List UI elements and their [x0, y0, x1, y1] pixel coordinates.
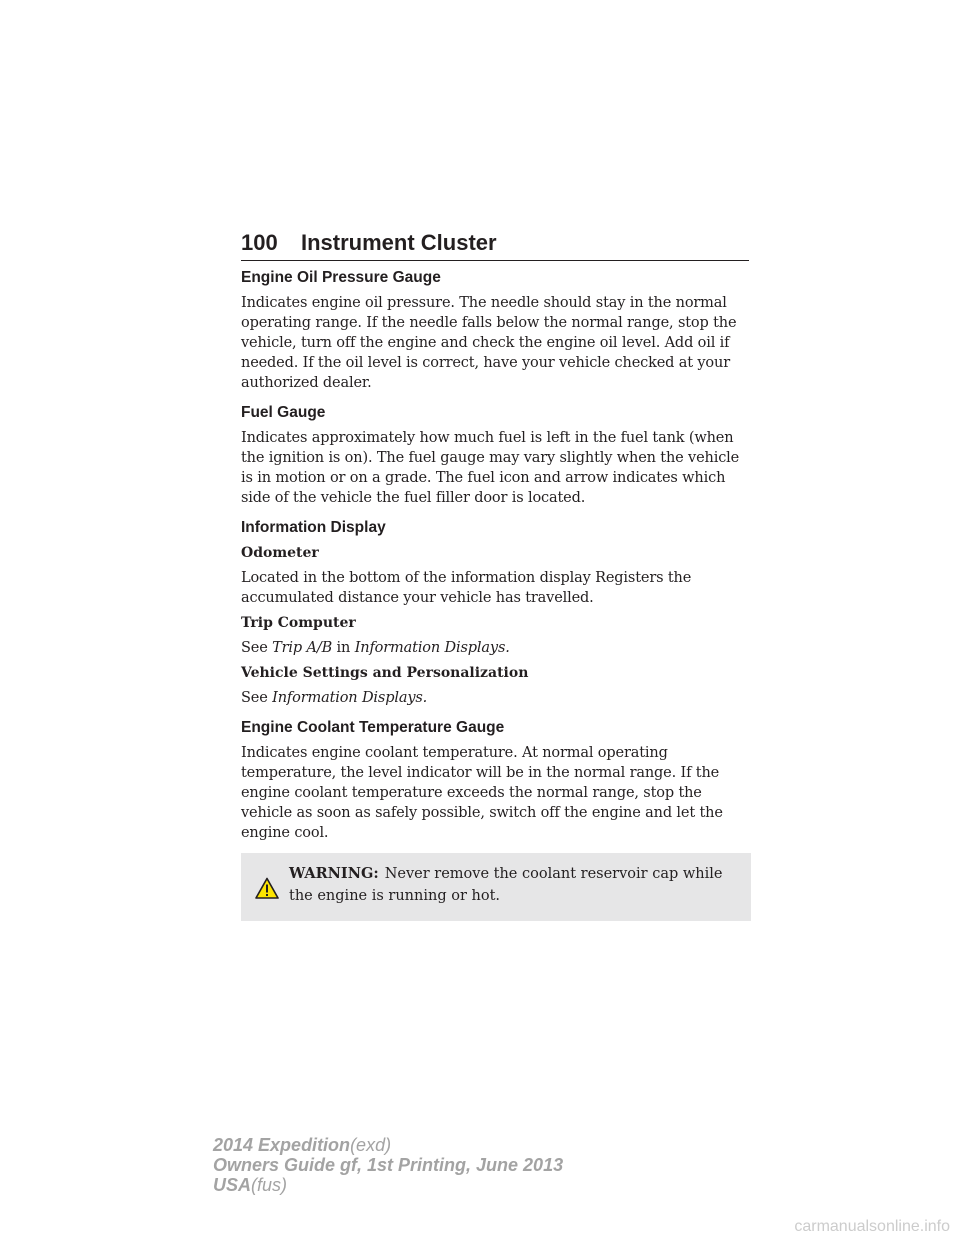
coolant-temperature-body: Indicates engine coolant temperature. At normal operating temperature, the level indicator will be in the normal range. If the engine coolant temperature exceeds the normal range, stop the vehicle as soon as safely possible, switch off the engine and let the engine cool.: [241, 745, 723, 841]
fuel-gauge-body: Indicates approximately how much fuel is left in the fuel tank (when the ignition is on). The fuel gauge may vary slightly when the vehicle is in motion or on a grade. The fuel icon and arrow indicates which side of the vehicle the fuel filler door is located.: [241, 430, 740, 506]
vehicle-settings-heading: Vehicle Settings and Personalization: [241, 665, 529, 681]
oil-pressure-body: Indicates engine oil pressure. The needle should stay in the normal operating range. If the needle falls below the normal range, stop the vehicle, turn off the engine and check the engine oil level. Add oil if needed. If the oil level is correct, have your vehicle checked at your authorized dealer.: [241, 295, 737, 391]
vehicle-see-text: See: [241, 690, 268, 706]
footer-line-2: Owners Guide gf, 1st Printing, June 2013: [213, 1155, 564, 1175]
trip-see-text: See: [241, 640, 268, 656]
page-number: 100: [241, 230, 278, 255]
coolant-temperature-heading: Engine Coolant Temperature Gauge: [241, 719, 505, 736]
watermark-link[interactable]: carmanualsonline.info: [794, 1218, 950, 1235]
page-header: [241, 226, 749, 261]
footer-market: USA: [213, 1175, 252, 1195]
footer-line-1: [213, 1135, 563, 1155]
trip-computer-body: [241, 638, 751, 658]
information-display-heading: Information Display: [241, 519, 386, 536]
warning-box: [241, 853, 751, 921]
odometer-heading: Odometer: [241, 545, 319, 561]
fuel-gauge-heading: Fuel Gauge: [241, 404, 326, 421]
oil-pressure-heading: Engine Oil Pressure Gauge: [241, 269, 441, 286]
footer-market-code: (fus): [251, 1175, 288, 1195]
document-footer: [213, 1135, 563, 1195]
trip-in-text: in: [336, 640, 351, 656]
warning-triangle-icon: [255, 877, 279, 899]
footer-model: 2014 Expedition: [213, 1135, 351, 1155]
footer-line-3: [213, 1175, 563, 1195]
warning-text: Never remove the coolant reservoir cap while the engine is running or hot.: [289, 866, 723, 904]
page-content: [241, 268, 751, 921]
trip-ab-reference: Trip A/B: [272, 640, 333, 656]
information-displays-reference: Information Displays.: [354, 640, 510, 656]
vehicle-information-displays-reference: Information Displays.: [272, 690, 428, 706]
section-title: Instrument Cluster: [301, 230, 497, 255]
vehicle-settings-body: [241, 688, 751, 708]
odometer-body: Located in the bottom of the information display Registers the accumulated distance your vehicle has travelled.: [241, 570, 692, 606]
trip-computer-heading: Trip Computer: [241, 615, 356, 631]
footer-model-code: (exd): [350, 1135, 392, 1155]
warning-label: WARNING:: [289, 865, 379, 882]
